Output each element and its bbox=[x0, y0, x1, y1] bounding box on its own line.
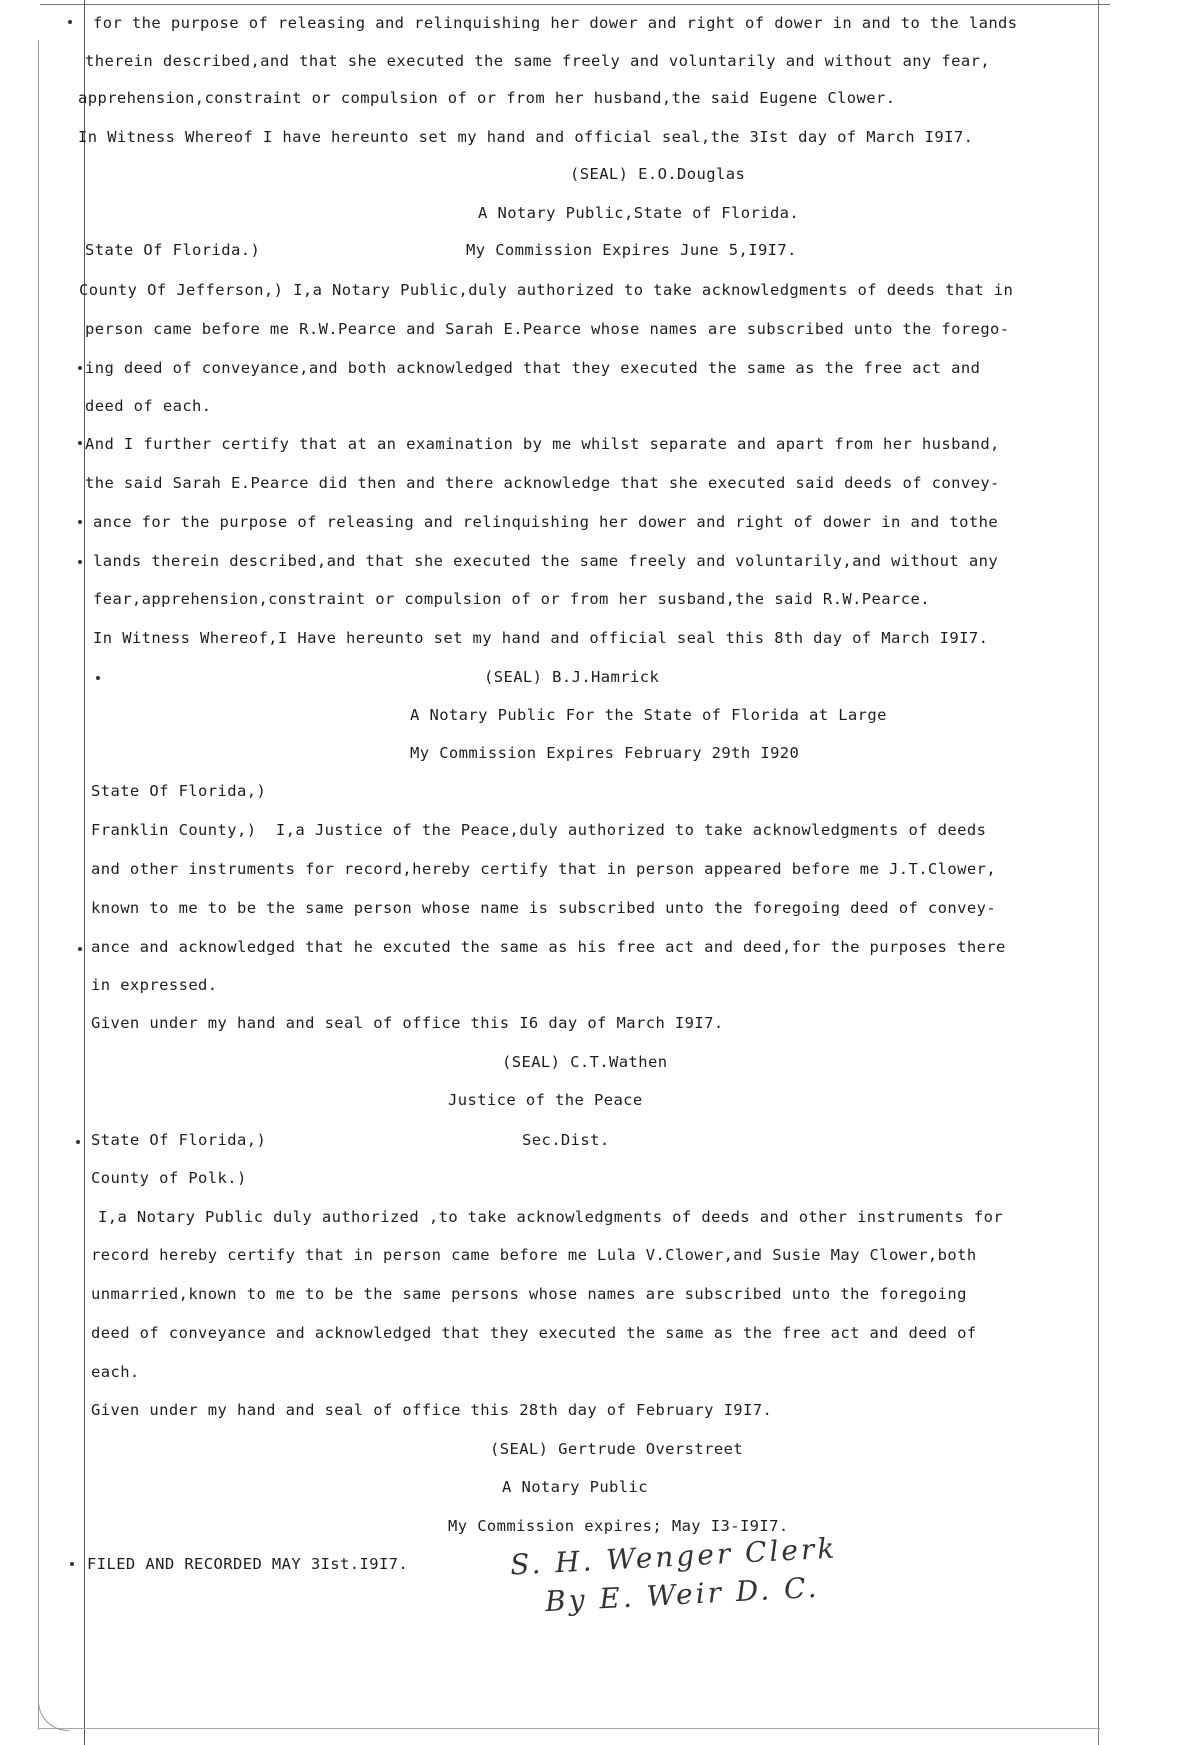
deputy-clerk-signature: By E. Weir D. C. bbox=[544, 1570, 821, 1619]
commission-line: My Commission Expires June 5,I9I7. bbox=[466, 241, 797, 259]
text-line: ance for the purpose of releasing and relinquishing her dower and right of dower in and tothe bbox=[93, 513, 999, 531]
text-line: for the purpose of releasing and relinquishing her dower and right of dower in and to the lands bbox=[93, 14, 1018, 32]
text-line: Given under my hand and seal of office this 28th day of February I9I7. bbox=[91, 1401, 773, 1419]
venue-state-line: State Of Florida.) bbox=[85, 241, 261, 259]
seal-signature-line: (SEAL) C.T.Wathen bbox=[502, 1053, 668, 1071]
margin-dot bbox=[76, 1140, 80, 1144]
text-line: apprehension,constraint or compulsion of or from her husband,the said Eugene Clower. bbox=[78, 89, 896, 107]
margin-dot bbox=[78, 441, 82, 445]
margin-dot bbox=[78, 520, 82, 524]
margin-dot bbox=[78, 560, 82, 564]
text-line: ing deed of conveyance,and both acknowledged that they executed the same as the free act and bbox=[85, 359, 981, 377]
text-line: fear,apprehension,constraint or compulsion of or from her susband,the said R.W.Pearce. bbox=[93, 590, 930, 608]
venue-county-line: County of Polk.) bbox=[91, 1169, 247, 1187]
right-margin-rule bbox=[1098, 0, 1099, 1745]
commission-line: My Commission expires; May I3-I9I7. bbox=[448, 1517, 789, 1535]
margin-dot bbox=[96, 676, 100, 680]
top-rule bbox=[40, 4, 1110, 5]
clerk-signature: S. H. Wenger Clerk bbox=[509, 1531, 839, 1582]
justice-title-line: Justice of the Peace bbox=[448, 1091, 643, 1109]
venue-state-line: State Of Florida,) bbox=[91, 1131, 267, 1149]
district-line: Sec.Dist. bbox=[522, 1131, 610, 1149]
text-line: person came before me R.W.Pearce and Sarah E.Pearce whose names are subscribed unto the forego- bbox=[85, 320, 1010, 338]
text-line: deed of conveyance and acknowledged that they executed the same as the free act and deed of bbox=[91, 1324, 977, 1342]
margin-dot bbox=[78, 366, 82, 370]
seal-signature-line: (SEAL) Gertrude Overstreet bbox=[490, 1440, 744, 1458]
page-edge-left bbox=[38, 40, 39, 1730]
text-line: the said Sarah E.Pearce did then and there acknowledge that she executed said deeds of convey- bbox=[85, 474, 1000, 492]
margin-dot bbox=[68, 20, 72, 24]
seal-signature-line: (SEAL) B.J.Hamrick bbox=[484, 668, 660, 686]
page-corner bbox=[38, 1700, 69, 1731]
filed-recorded-line: FILED AND RECORDED MAY 3Ist.I9I7. bbox=[87, 1555, 409, 1573]
text-line: In Witness Whereof I have hereunto set my hand and official seal,the 3Ist day of March I9I7. bbox=[78, 128, 974, 146]
text-line: Franklin County,) I,a Justice of the Peace,duly authorized to take acknowledgments of deeds bbox=[91, 821, 987, 839]
text-line: in expressed. bbox=[91, 976, 218, 994]
text-line: record hereby certify that in person came before me Lula V.Clower,and Susie May Clower,both bbox=[91, 1246, 977, 1264]
text-line: ance and acknowledged that he excuted the same as his free act and deed,for the purposes there bbox=[91, 938, 1006, 956]
notary-title-line: A Notary Public,State of Florida. bbox=[478, 204, 800, 222]
notary-title-line: A Notary Public bbox=[502, 1478, 648, 1496]
text-line: each. bbox=[91, 1363, 140, 1381]
text-line: unmarried,known to me to be the same persons whose names are subscribed unto the foregoing bbox=[91, 1285, 967, 1303]
venue-state-line: State Of Florida,) bbox=[91, 782, 267, 800]
notary-title-line: A Notary Public For the State of Florida at Large bbox=[410, 706, 887, 724]
text-line: In Witness Whereof,I Have hereunto set my hand and official seal this 8th day of March I9I7. bbox=[93, 629, 989, 647]
text-line: and other instruments for record,hereby certify that in person appeared before me J.T.Clower, bbox=[91, 860, 997, 878]
margin-dot bbox=[70, 1562, 74, 1566]
margin-dot bbox=[78, 947, 82, 951]
text-line: lands therein described,and that she executed the same freely and voluntarily,and without any bbox=[93, 552, 999, 570]
text-line: known to me to be the same person whose name is subscribed unto the foregoing deed of convey- bbox=[91, 899, 997, 917]
page-edge-bottom bbox=[38, 1728, 1100, 1729]
text-line: I,a Notary Public duly authorized ,to take acknowledgments of deeds and other instruments for bbox=[98, 1208, 1004, 1226]
commission-line: My Commission Expires February 29th I920 bbox=[410, 744, 800, 762]
text-line: County Of Jefferson,) I,a Notary Public,duly authorized to take acknowledgments of deeds that in bbox=[79, 281, 1014, 299]
left-margin-rule bbox=[84, 0, 85, 1745]
text-line: Given under my hand and seal of office this I6 day of March I9I7. bbox=[91, 1014, 724, 1032]
text-line: deed of each. bbox=[85, 397, 212, 415]
seal-signature-line: (SEAL) E.O.Douglas bbox=[570, 165, 746, 183]
text-line: therein described,and that she executed the same freely and voluntarily and without any fear, bbox=[85, 52, 991, 70]
text-line: And I further certify that at an examination by me whilst separate and apart from her husband, bbox=[85, 435, 1000, 453]
